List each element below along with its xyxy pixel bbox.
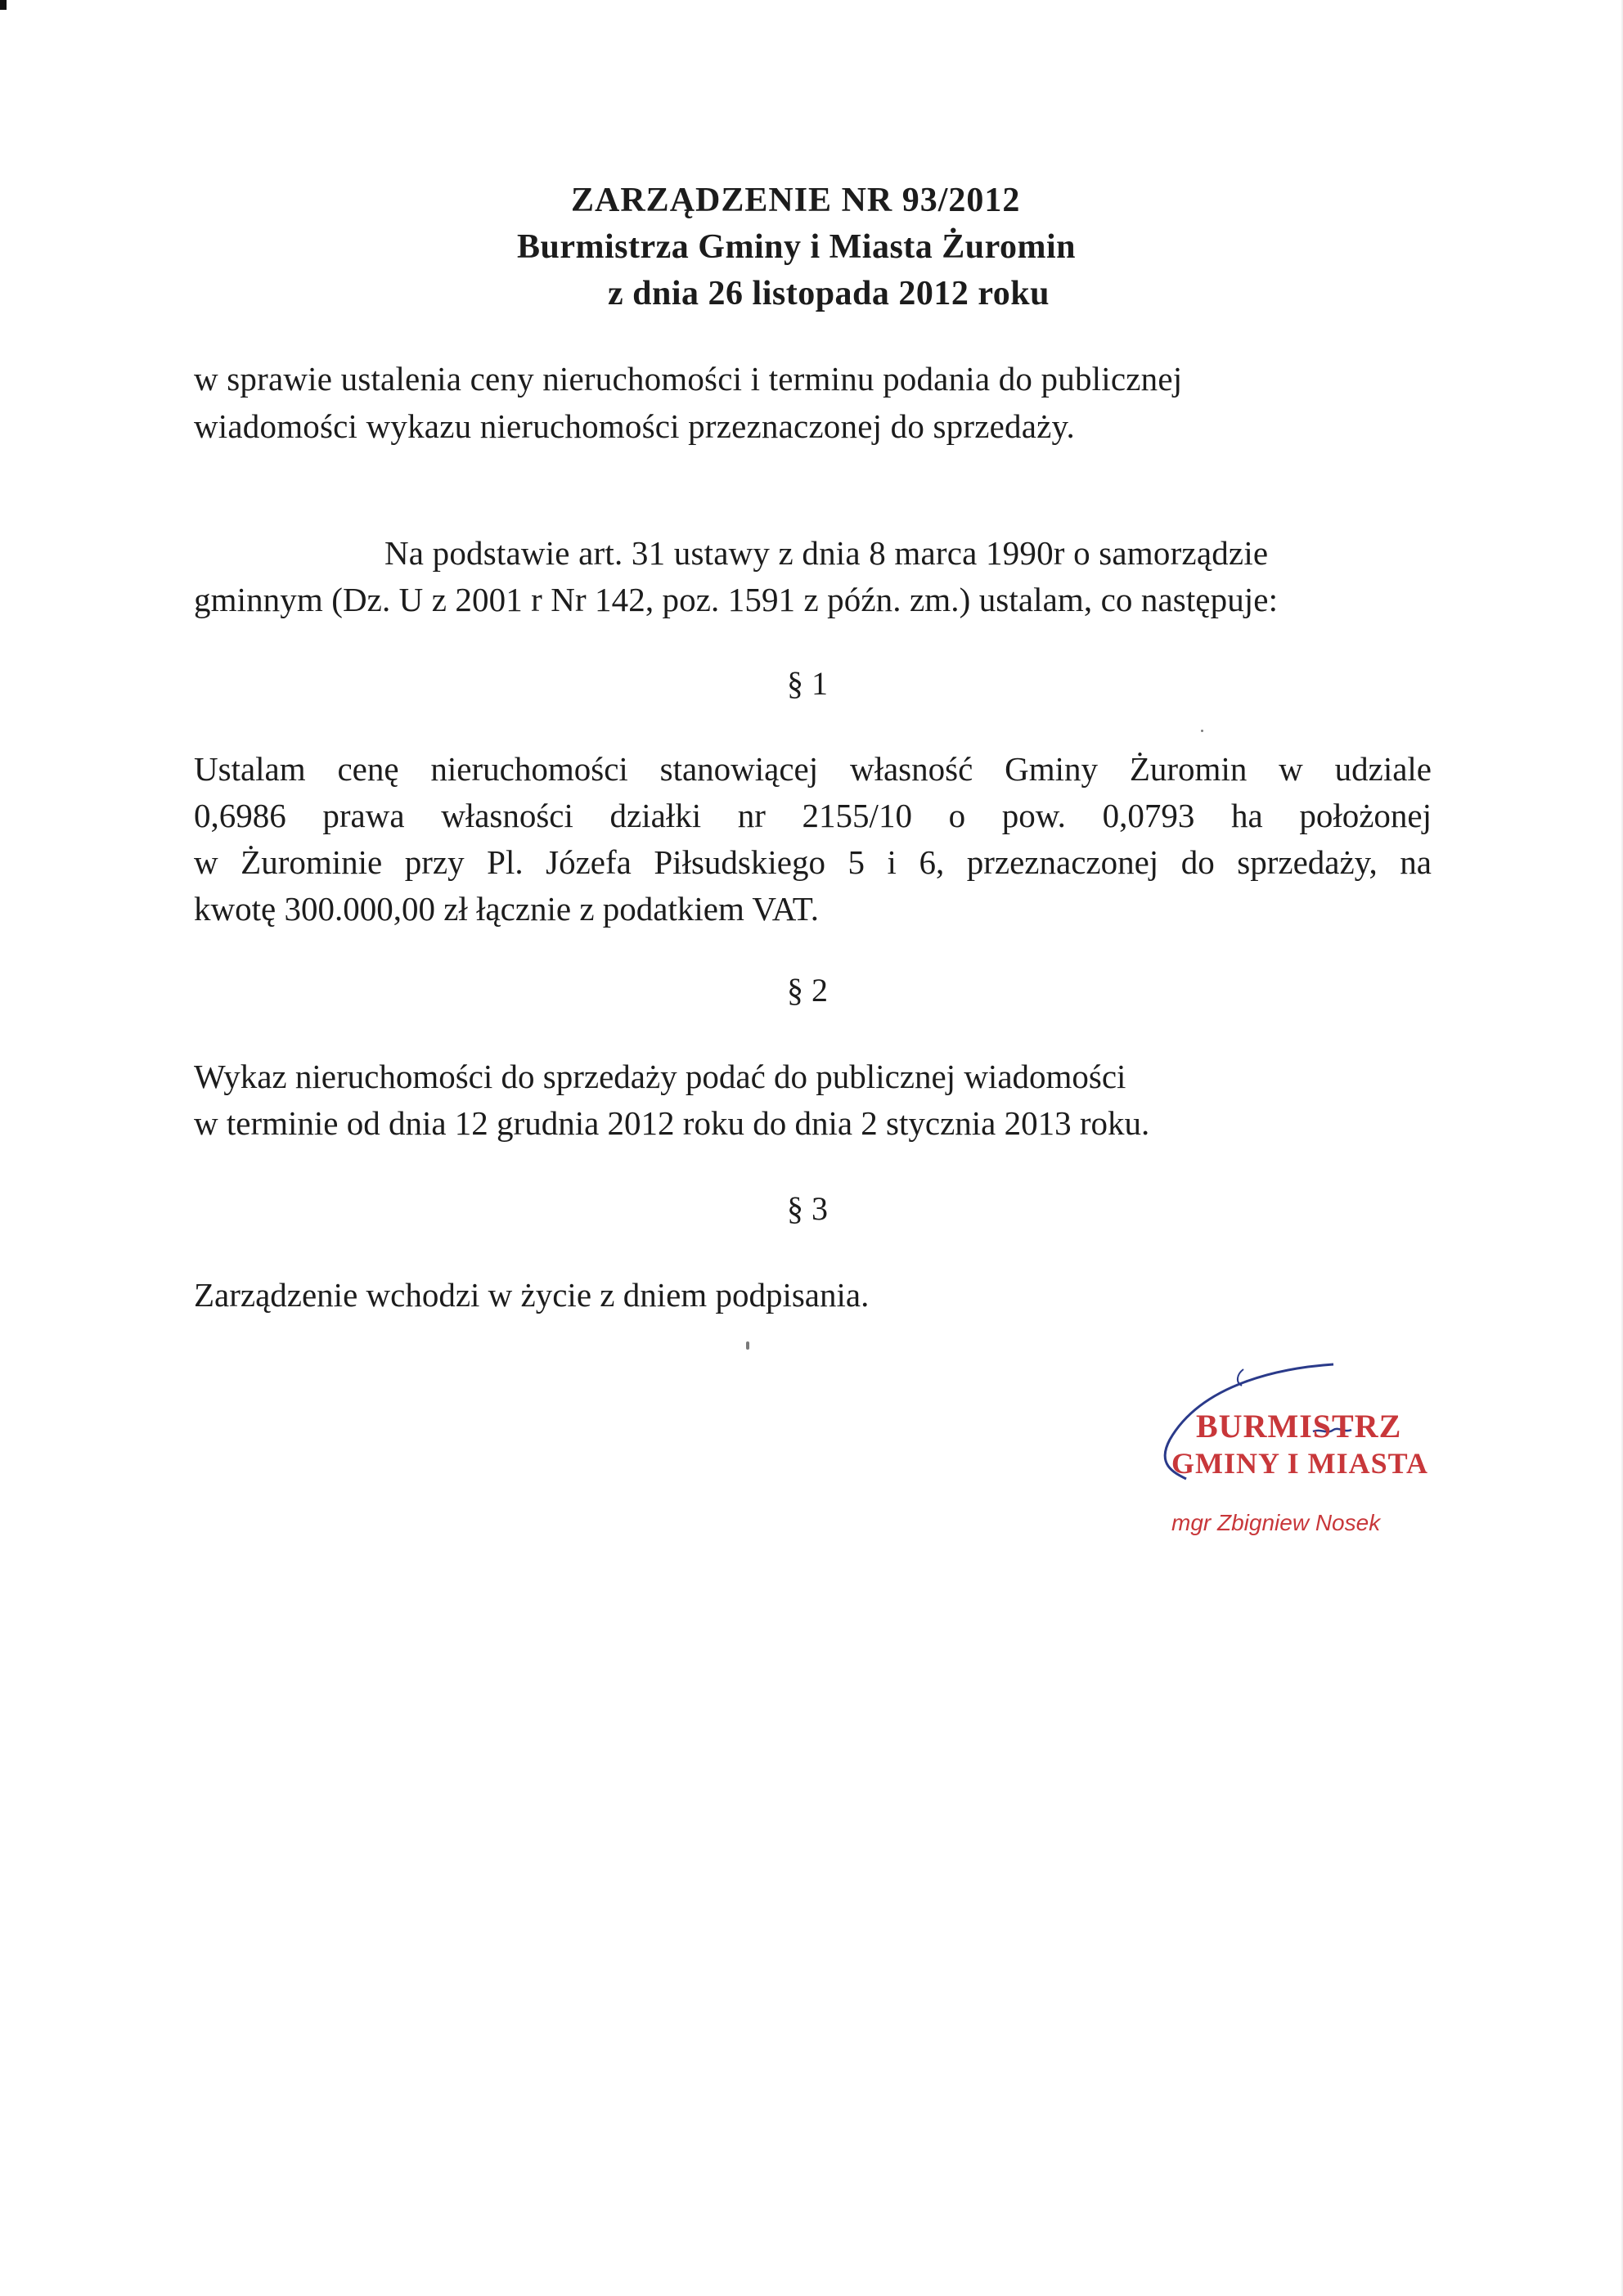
section-1-line-4: kwotę 300.000,00 zł łącznie z podatkiem VAT.	[194, 890, 820, 928]
official-stamp	[1145, 1350, 1456, 1554]
section-1-line-1: Ustalam cenę nieruchomości stanowiącej własność Gminy Żuromin w udziale	[194, 750, 1432, 788]
section-2-line-1: Wykaz nieruchomości do sprzedaży podać do publicznej wiadomości	[194, 1058, 1126, 1095]
stamp-line-1: BURMISTRZ	[1196, 1408, 1402, 1445]
document-title: ZARZĄDZENIE NR 93/2012	[571, 182, 1021, 219]
section-2-heading: § 2	[787, 972, 828, 1009]
section-3-heading: § 3	[787, 1190, 828, 1227]
section-3-line-1: Zarządzenie wchodzi w życie z dniem podpisania.	[194, 1276, 870, 1314]
section-1-line-2: 0,6986 prawa własności działki nr 2155/10 o pow. 0,0793 ha położonej	[194, 797, 1432, 834]
stamp-name: mgr Zbigniew Nosek	[1171, 1510, 1381, 1535]
scan-speck	[1201, 730, 1203, 732]
document-date: z dnia 26 listopada 2012 roku	[608, 275, 1050, 312]
legal-basis-line-1: Na podstawie art. 31 ustawy z dnia 8 marca 1990r o samorządzie	[384, 534, 1269, 572]
stamp-line-2: GMINY I MIASTA	[1171, 1447, 1429, 1480]
subject-line-2: wiadomości wykazu nieruchomości przeznaczonej do sprzedaży.	[194, 407, 1075, 445]
section-1-heading: § 1	[787, 665, 828, 702]
legal-basis-line-2: gminnym (Dz. U z 2001 r Nr 142, poz. 1591 z późn. zm.) ustalam, co następuje:	[194, 581, 1279, 618]
scan-speck	[746, 1341, 749, 1350]
subject-line-1: w sprawie ustalenia ceny nieruchomości i terminu podania do publicznej	[194, 360, 1183, 398]
scan-corner-mark	[0, 0, 7, 10]
section-2-line-2: w terminie od dnia 12 grudnia 2012 roku do dnia 2 stycznia 2013 roku.	[194, 1104, 1150, 1142]
document-issuer: Burmistrza Gminy i Miasta Żuromin	[517, 228, 1077, 266]
section-1-line-3: w Żurominie przy Pl. Józefa Piłsudskiego 5 i 6, przeznaczonej do sprzedaży, na	[194, 843, 1432, 881]
